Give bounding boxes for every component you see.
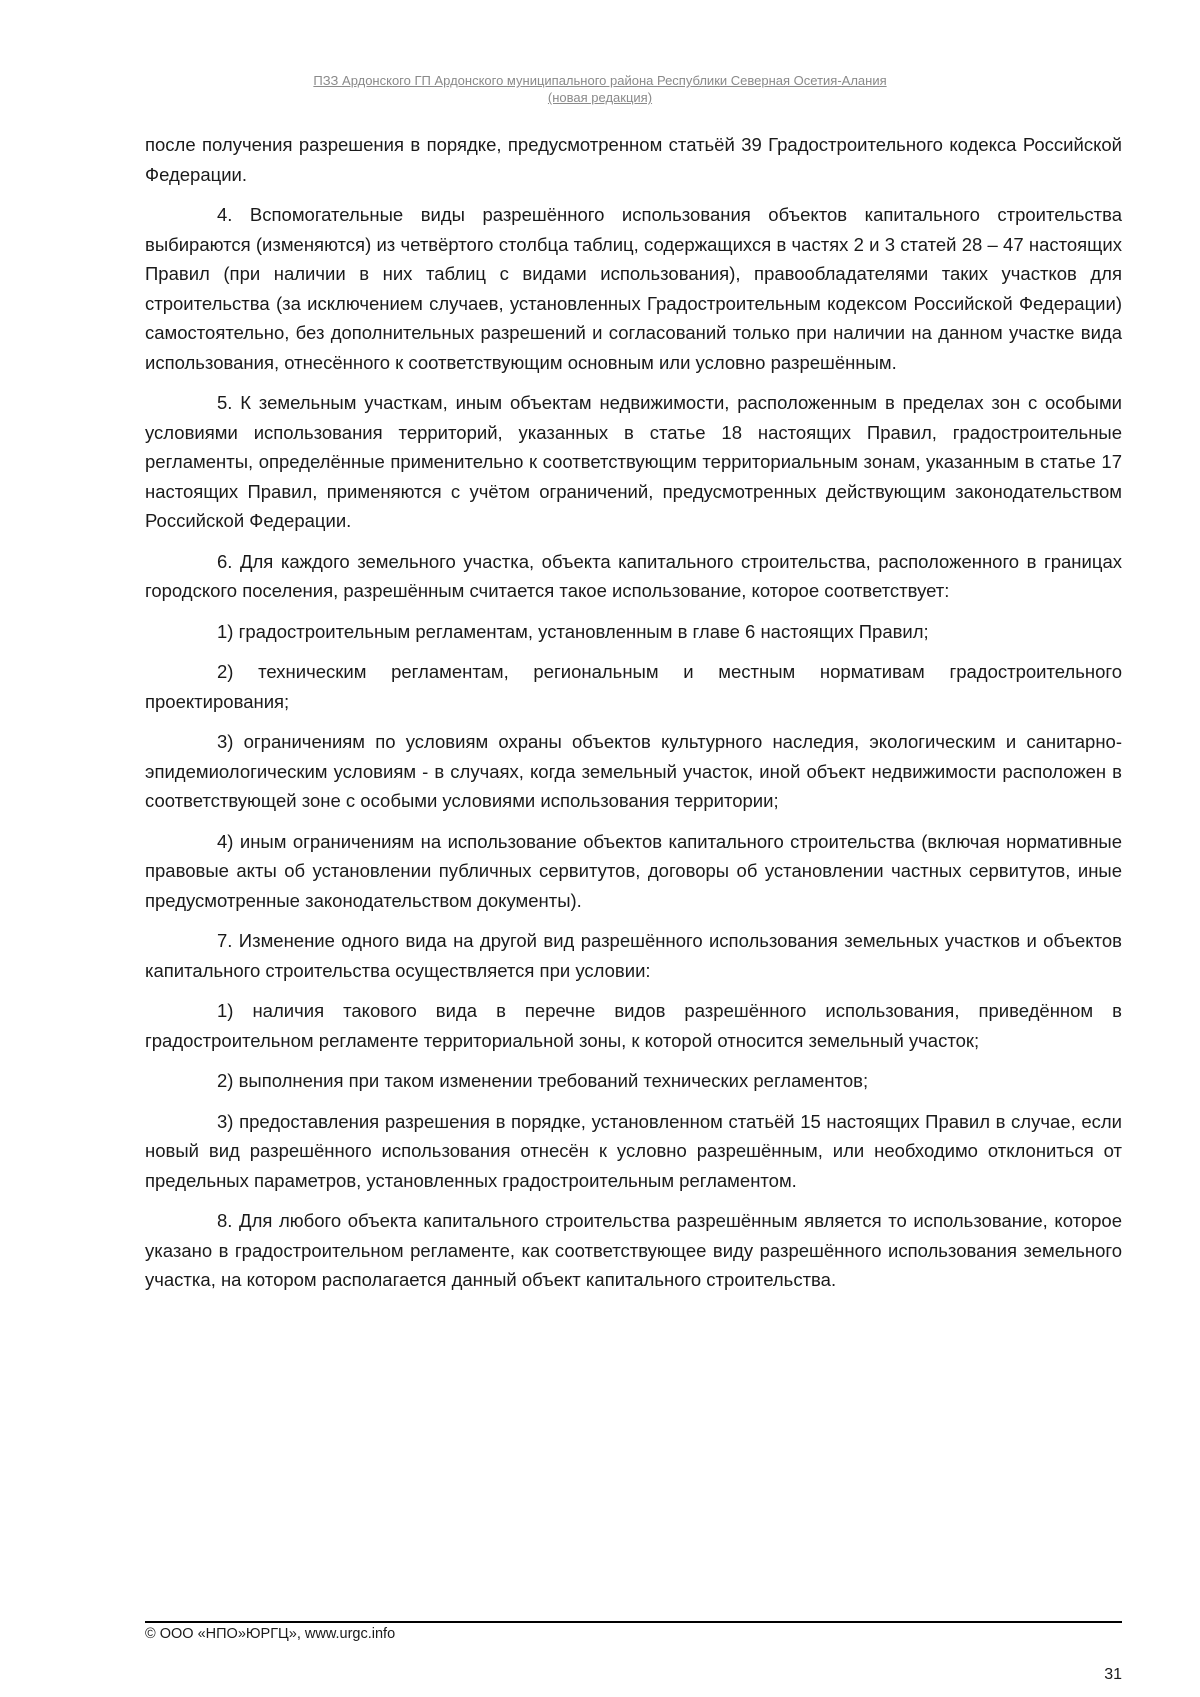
paragraph: после получения разрешения в порядке, предусмотренном статьёй 39 Градостроительного кодекса Российской Федерации. bbox=[145, 134, 1122, 185]
running-header bbox=[0, 72, 1200, 106]
paragraph: 1) градостроительным регламентам, установленным в главе 6 настоящих Правил; bbox=[217, 620, 929, 642]
paragraph: 4. Вспомогательные виды разрешённого использования объектов капитального строительства выбираются (изменяются) из четвёртого столбца таблиц, содержащихся в частях 2 и 3 статей 28 – 47 настоящих Правил (при наличии в них таблиц с видами использования), правообладателями таких участков для строительства (за исключением случаев, установленных Градостроительным кодексом Российской Федерации) самостоятельно, без дополнительных разрешений и согласований только при наличии на данном участке вида использования, отнесённого к соответствующим основным или условно разрешённым. bbox=[145, 204, 1122, 373]
paragraph: 6. Для каждого земельного участка, объекта капитального строительства, расположенного в границах городского поселения, разрешённым считается такое использование, которое соответствует: bbox=[145, 550, 1122, 601]
paragraph: 8. Для любого объекта капитального строительства разрешённым является то использование, которое указано в градостроительном регламенте, как соответствующее виду разрешённого использования земельного участка, на котором располагается данный объект капитального строительства. bbox=[145, 1210, 1122, 1290]
document-body bbox=[145, 130, 1122, 1306]
header-title: ПЗЗ Ардонского ГП Ардонского муниципального района Республики Северная Осетия-Алания bbox=[313, 73, 887, 88]
paragraph: 3) ограничениям по условиям охраны объектов культурного наследия, экологическим и санитарно-эпидемиологическим условиям - в случаях, когда земельный участок, иной объект недвижимости расположен в соответствующей зоне с особыми условиями использования территории; bbox=[145, 731, 1122, 811]
header-subtitle: (новая редакция) bbox=[547, 90, 653, 105]
footer-copyright: © ООО «НПО»ЮРГЦ», www.urgc.info bbox=[145, 1626, 396, 1642]
paragraph: 7. Изменение одного вида на другой вид разрешённого использования земельных участков и объектов капитального строительства осуществляется при условии: bbox=[145, 930, 1122, 981]
paragraph: 4) иным ограничениям на использование объектов капитального строительства (включая нормативные правовые акты об установлении публичных сервитутов, договоры об установлении частных сервитутов, иные предусмотренные законодательством документы). bbox=[145, 830, 1122, 911]
page-number: 31 bbox=[1104, 1666, 1122, 1683]
paragraph: 2) техническим регламентам, региональным и местным нормативам градостроительного проектирования; bbox=[145, 661, 1122, 712]
paragraph: 1) наличия такового вида в перечне видов разрешённого использования, приведённом в градостроительном регламенте территориальной зоны, к которой относится земельный участок; bbox=[145, 1000, 1122, 1051]
footer-divider bbox=[145, 1621, 1122, 1623]
paragraph: 3) предоставления разрешения в порядке, установленном статьёй 15 настоящих Правил в случае, если новый вид разрешённого использования отнесён к условно разрешённым, или необходимо отклониться от предельных параметров, установленных градостроительным регламентом. bbox=[145, 1110, 1122, 1191]
paragraph: 5. К земельным участкам, иным объектам недвижимости, расположенным в пределах зон с особыми условиями использования территорий, указанных в статье 18 настоящих Правил, градостроительные регламенты, определённые применительно к соответствующим территориальным зонам, указанным в статье 17 настоящих Правил, применяются с учётом ограничений, предусмотренных действующим законодательством Российской Федерации. bbox=[145, 392, 1122, 531]
paragraph: 2) выполнения при таком изменении требований технических регламентов; bbox=[217, 1070, 869, 1091]
